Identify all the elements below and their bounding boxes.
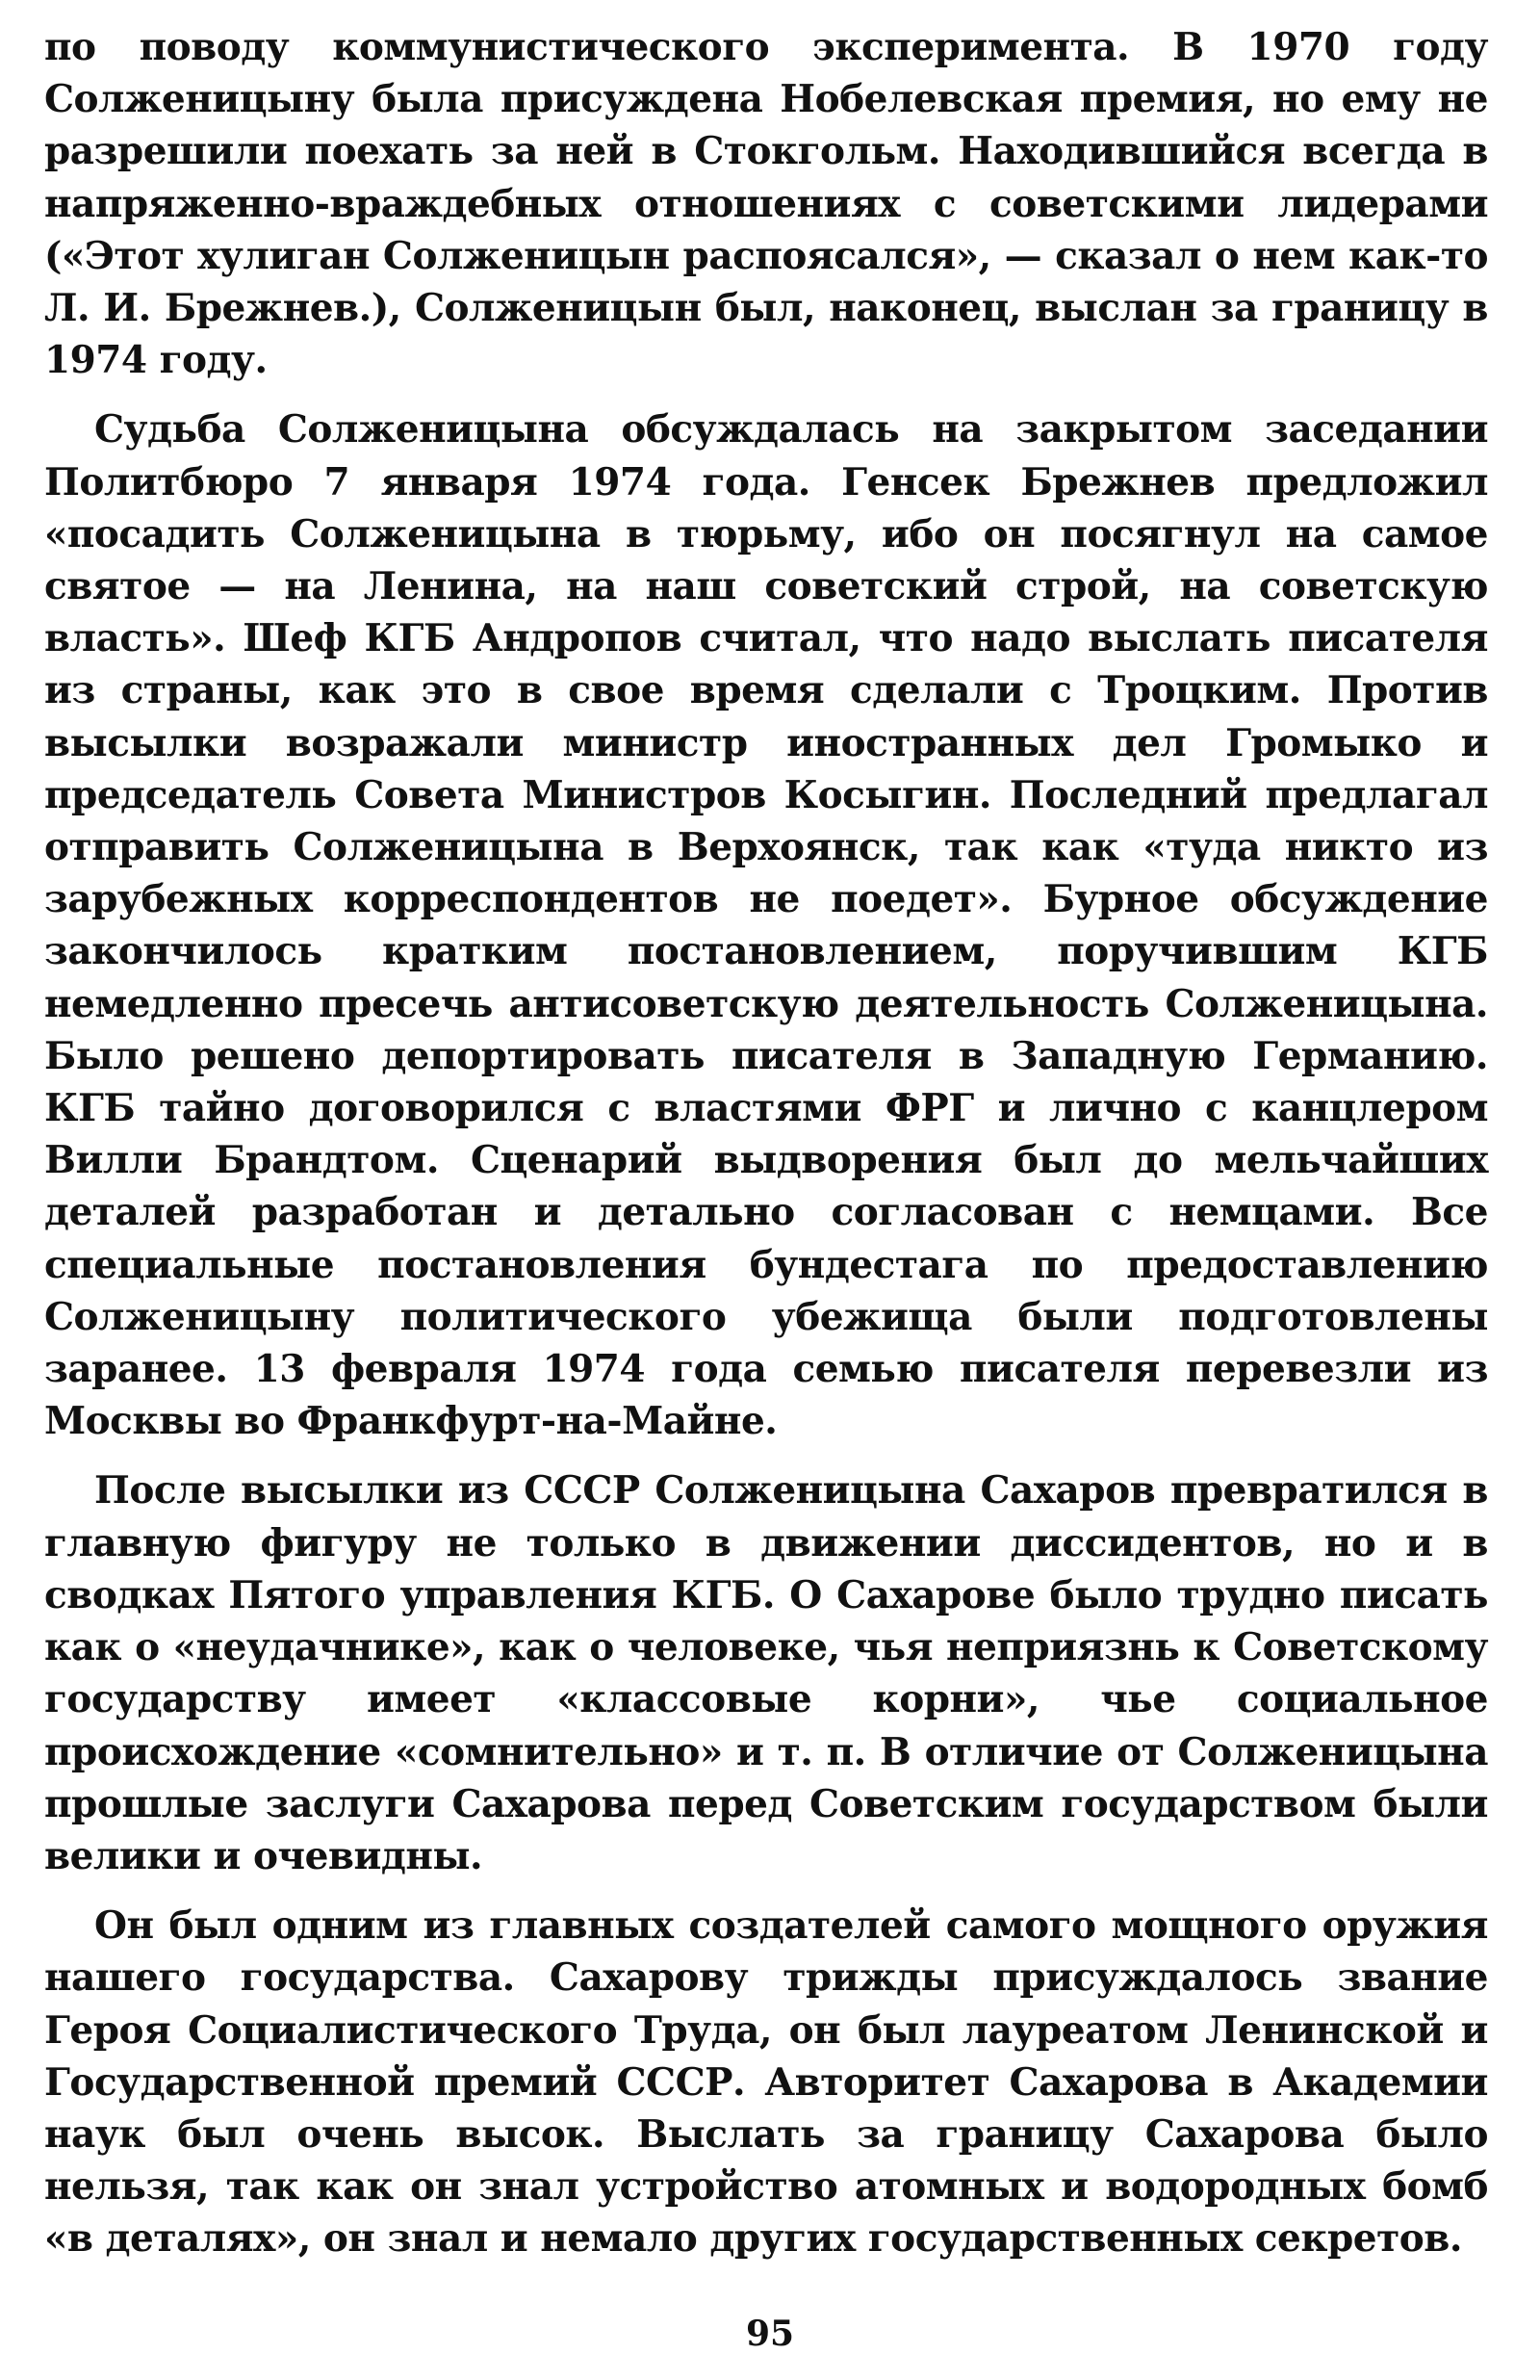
paragraph-1: по поводу коммунистического эксперимента. В 1970 году Солженицыну была присуждена Нобелевская премия, но ему не разрешили поехать за ней в Стокгольм. Находившийся всегда в напряженно-враждебных отношениях с советскими лидерами («Этот хулиган Солженицын распоясался», — сказал о нем как-то Л. И. Брежнев.), Солженицын был, наконец, выслан за границу в 1974 году. — [44, 25, 1488, 383]
page-number: 95 — [745, 2314, 795, 2354]
paragraph-3: После высылки из СССР Солженицына Сахаров превратился в главную фигуру не только в движении диссидентов, но и в сводках Пятого управления КГБ. О Сахарове было трудно писать как о «неудачнике», как о человеке, чья неприязнь к Советскому государству имеет «классовые корни», чье социальное происхождение «сомнительно» и т. п. В отличие от Солженицына прошлые заслуги Сахарова перед Советским государством были велики и очевидны. — [44, 1468, 1488, 1878]
body-text — [44, 21, 1488, 2283]
paragraph-4: Он был одним из главных создателей самого мощного оружия нашего государства. Сахарову трижды присуждалось звание Героя Социалистического Труда, он был лауреатом Ленинской и Государственной премий СССР. Авторитет Сахарова в Академии наук был очень высок. Выслать за границу Сахарова было нельзя, так как он знал устройство атомных и водородных бомб «в деталях», он знал и немало других государственных секретов. — [44, 1903, 1488, 2262]
paragraph-2: Судьба Солженицына обсуждалась на закрытом заседании Политбюро 7 января 1974 года. Генсек Брежнев предложил «посадить Солженицына в тюрьму, ибо он посягнул на самое святое — на Ленина, на наш советский строй, на советскую власть». Шеф КГБ Андропов считал, что надо выслать писателя из страны, как это в свое время сделали с Троцким. Против высылки возражали министр иностранных дел Громыко и председатель Совета Министров Косыгин. Последний предлагал отправить Солженицына в Верхоянск, так как «туда никто из зарубежных корреспондентов не поедет». Бурное обсуждение закончилось кратким постановлением, поручившим КГБ немедленно пресечь антисоветскую деятельность Солженицына. Было решено депортировать писателя в Западную Германию. КГБ тайно договорился с властями ФРГ и лично с канцлером Вилли Брандтом. Сценарий выдворения был до мельчайших деталей разработан и детально согласован с немцами. Все специальные постановления бундестага по предоставлению Солженицыну политического убежища были подготовлены заранее. 13 февраля 1974 года семью писателя перевезли из Москвы во Франкфурт-на-Майне. — [44, 407, 1488, 1444]
